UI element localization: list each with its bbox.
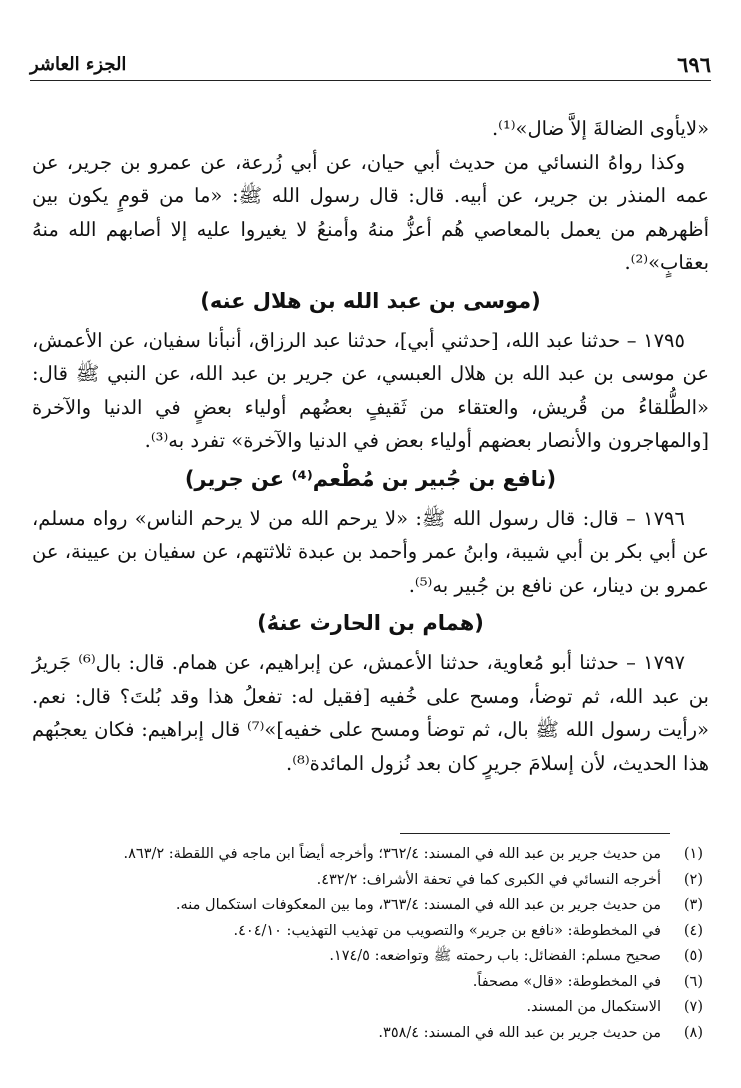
footnote-text: من حديث جرير بن عبد الله في المسند: ٣٥٨/٤.: [378, 1024, 661, 1041]
footnote-text: في المخطوطة: «نافع بن جرير» والتصويب من تهذيب التهذيب: ٤٠٤/١٠.: [233, 922, 661, 939]
footnote-divider: [400, 833, 670, 834]
footnotes-list: [40, 842, 703, 1046]
paragraph-2: وكذا رواهُ النسائي من حديث أبي حيان، عن أبي زُرعة، عن عمرو بن جرير، عن عمه المنذر بن جرير، عن أبيه. قال: قال رسول الله ﷺ: «ما من قومٍ يكون بين أظهرهم من يعمل بالمعاصي هُم أعزُّ منهُ وأمنعُ لا يغيروا عليه إلا أصابهم الله منهُ بعقابٍ»⁽²⁾.: [32, 150, 709, 274]
footnote-item: [40, 1021, 703, 1047]
footnote-number: (٤): [683, 922, 703, 939]
running-title: الجزء العاشر: [30, 54, 127, 75]
paragraph-1: «لايأوى الضالةَ إلاَّ ضال»⁽¹⁾.: [491, 117, 709, 140]
hadith-1796: ١٧٩٦ – قال: قال رسول الله ﷺ: «لا يرحم الله من لا يرحم الناس» رواه مسلم، عن أبي بكر بن أبي شيبة، وابنُ عمر وأحمد بن عبدة ثلاثتهم، عن سفيان بن عيينة، عن عمرو بن دينار، عن نافع بن جُبير به⁽⁵⁾.: [32, 506, 709, 597]
footnote-text: من حديث جرير بن عبد الله في المسند: ٣٦٣/٤، وما بين المعكوفات استكمال منه.: [175, 897, 661, 913]
page-number: ٦٩٦: [677, 52, 711, 77]
footnote-text: في المخطوطة: «قال» مصحفاً.: [472, 973, 661, 990]
footnote-item: [40, 944, 703, 970]
footnote-text: صحيح مسلم: الفضائل: باب رحمته ﷺ وتواضعه: ١٧٤/٥.: [329, 948, 661, 964]
footnote-number: (٦): [683, 973, 703, 990]
page-header: [30, 50, 711, 81]
section-heading-3: (همام بن الحارث عنهُ): [257, 611, 484, 635]
footnote-number: (٥): [683, 948, 703, 964]
section-heading-1: (موسى بن عبد الله بن هلال عنه): [200, 288, 541, 313]
section-heading-2: (نافع بن جُبير بن مُطْعم⁽⁴⁾ عن جرير): [184, 466, 557, 491]
footnote-item: [40, 970, 703, 996]
footnote-text: أخرجه النسائي في الكبرى كما في تحفة الأشراف: ٤٣٢/٢.: [316, 871, 661, 888]
footnote-item: [40, 919, 703, 945]
footnote-item: [40, 893, 703, 919]
footnote-item: [40, 995, 703, 1021]
footnote-text: من حديث جرير بن عبد الله في المسند: ٣٦٢/٤؛ وأخرجه أيضاً ابن ماجه في اللقطة: ٨٦٣/٢.: [123, 846, 661, 862]
footnote-item: [40, 842, 703, 868]
footnote-number: (١): [683, 846, 703, 862]
footnote-number: (٨): [683, 1024, 703, 1041]
hadith-1797: ١٧٩٧ – حدثنا أبو مُعاوية، حدثنا الأعمش، عن إبراهيم، عن همام. قال: بال⁽⁶⁾ جَريرُ بن عبد الله، ثم توضأ، ومسح على خُفيه [فقيل له: تفعلُ هذا وقد بُلتَ؟ قال: نعم. «رأيت رسول الله ﷺ بال، ثم توضأ ومسح على خفيه]»⁽⁷⁾ قال إبراهيم: فكان يعجبُهم هذا الحديث، لأن إسلامَ جريرٍ كان بعد نُزول المائدة⁽⁸⁾.: [32, 651, 709, 775]
footnote-item: [40, 868, 703, 894]
hadith-1795: ١٧٩٥ – حدثنا عبد الله، [حدثني أبي]، حدثنا عبد الرزاق، أنبأنا سفيان، عن الأعمش، عن موسى بن عبد الله بن هلال العبسي، عن جرير بن عبد الله، عن النبي ﷺ قال: «الطُّلقاءُ من قُريش، والعتقاء من ثَقيفٍ بعضُهم أولياء بعضٍ في الدنيا والآخرة [والمهاجرون والأنصار بعضهم أولياء بعض في الدنيا والآخرة» تفرد به⁽³⁾.: [32, 328, 709, 452]
footnote-number: (٧): [683, 999, 703, 1015]
main-text: [32, 112, 709, 780]
footnote-number: (٣): [683, 897, 703, 913]
footnote-number: (٢): [683, 871, 703, 888]
footnote-text: الاستكمال من المسند.: [526, 999, 661, 1015]
